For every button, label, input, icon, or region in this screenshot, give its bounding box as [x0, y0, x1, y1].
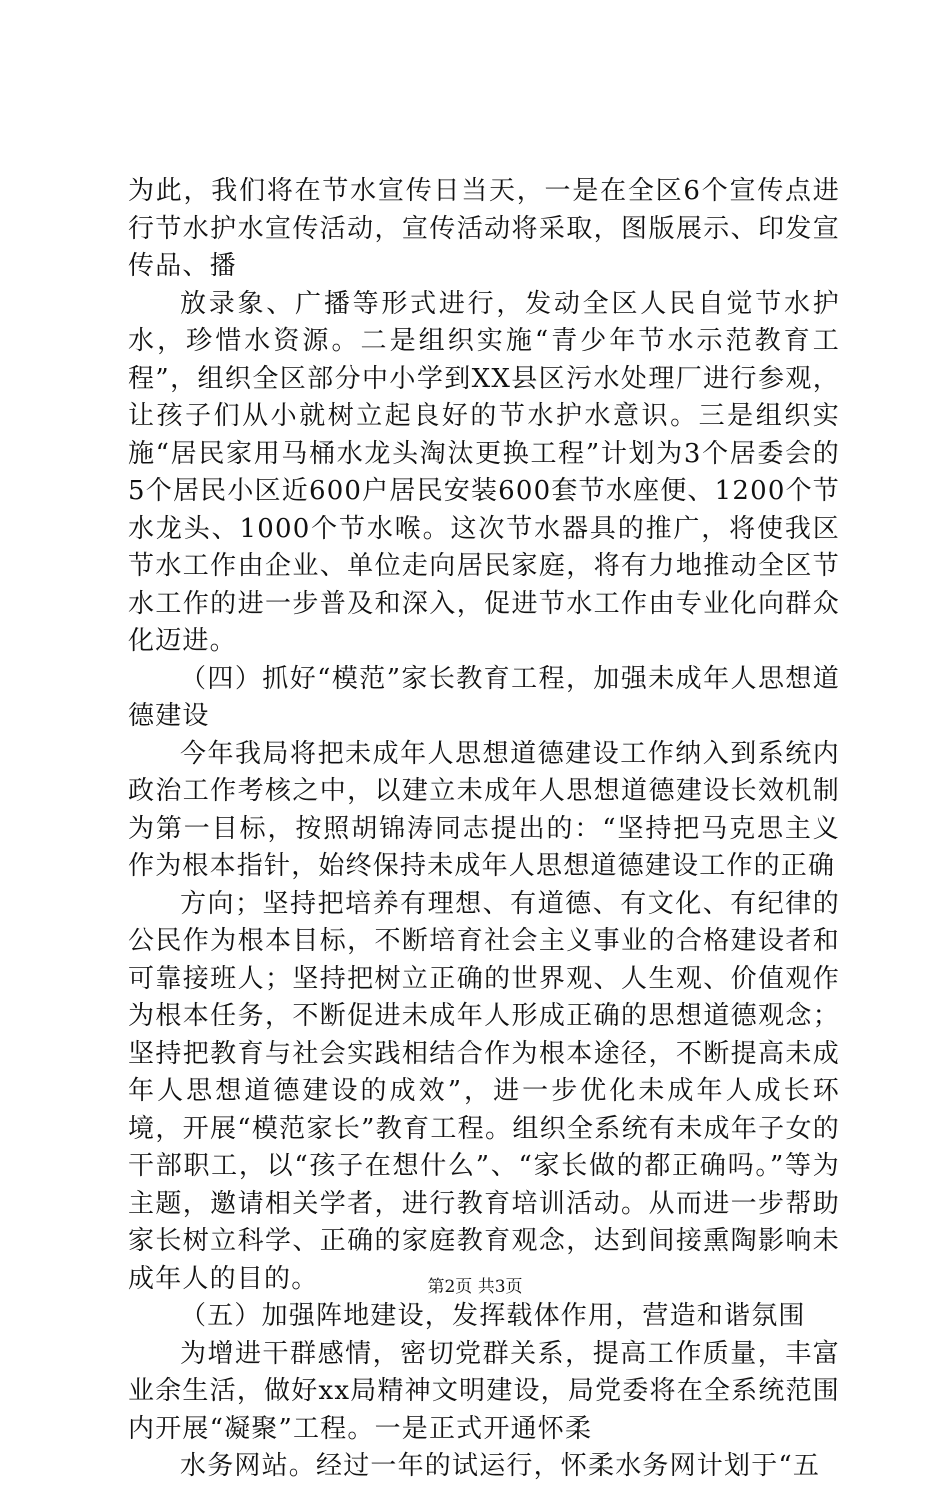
- section-heading-4: （四）抓好“模范”家长教育工程，加强未成年人思想道德建设: [128, 663, 840, 731]
- paragraph-water-campaign: 放录象、广播等形式进行，发动全区人民自觉节水护水，珍惜水资源。二是组织实施“青少年节水示范教育工程”，组织全区部分中小学到XX县区污水处理厂进行参观，让孩子们从小就树立起良好的节水护水意识。三是组织实施“居民家用马桶水龙头淘汰更换工程”计划为3个居委会的5个居民小区近600户居民安装600套节水座便、1200个节水龙头、1000个节水喉。这次节水器具的推广，将使我区节水工作由企业、单位走向居民家庭，将有力地推动全区节水工作的进一步普及和深入，促进节水工作由专业化向群众化迈进。: [128, 288, 840, 656]
- page-number-footer: 第2页 共3页: [427, 1277, 523, 1297]
- paragraph-model-parents: 方向；坚持把培养有理想、有道德、有文化、有纪律的公民作为根本目标，不断培育社会主义事业的合格建设者和可靠接班人；坚持把树立正确的世界观、人生观、价值观作为根本任务，不断促进未成年人形成正确的思想道德观念；坚持把教育与社会实践相结合作为根本途径，不断提高未成年人思想道德建设的成效”，进一步优化未成年人成长环境，开展“模范家长”教育工程。组织全系统有未成年子女的干部职工，以“孩子在想什么”、“家长做的都正确吗。”等为主题，邀请相关学者，进行教育培训活动。从而进一步帮助家长树立科学、正确的家庭教育观念，达到间接熏陶影响未成年人的目的。: [128, 888, 840, 1294]
- paragraph-website: 水务网站。经过一年的试运行，怀柔水务网计划于“五: [180, 1451, 821, 1481]
- paragraph-moral-education: 今年我局将把未成年人思想道德建设工作纳入到系统内政治工作考核之中，以建立未成年人思想道德建设长效机制为第一目标，按照胡锦涛同志提出的：“坚持把马克思主义作为根本指针，始终保持未成年人思想道德建设工作的正确: [128, 738, 840, 881]
- paragraph-cohesion-project: 为增进干群感情，密切党群关系，提高工作质量，丰富业余生活，做好xx局精神文明建设，局党委将在全系统范围内开展“凝聚”工程。一是正式开通怀柔: [128, 1338, 840, 1444]
- paragraph-water-campaign-start: 为此，我们将在节水宣传日当天，一是在全区6个宣传点进行节水护水宣传活动，宣传活动将采取，图版展示、印发宣传品、播: [128, 176, 840, 281]
- section-heading-5: （五）加强阵地建设，发挥载体作用，营造和谐氛围: [180, 1301, 806, 1331]
